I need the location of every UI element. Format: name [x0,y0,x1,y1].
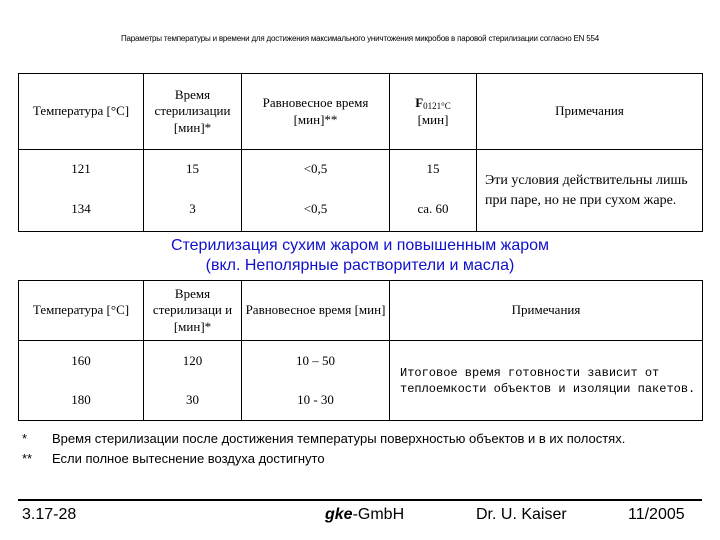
dry-note: Итоговое время готовности зависит от теплоемкости объектов и изоляции пакетов. [390,341,703,421]
header-sterilization-time: Время стерилизации [мин]* [144,74,242,150]
table-header-row [19,74,703,150]
header-equilibrium-time: Равновесное время [мин] [242,281,390,341]
company-italic: gke [325,506,353,523]
cell-temp: 160 [19,341,144,381]
cell-f: ca. 60 [390,188,477,232]
f-symbol: F [415,94,424,110]
cell-equil: 10 - 30 [242,381,390,421]
header-f-value [390,74,477,150]
cell-equil: <0,5 [242,188,390,232]
cell-f: 15 [390,150,477,188]
footer-author: Dr. U. Kaiser [476,506,567,523]
footnote-1 [22,429,712,449]
dry-heat-table [18,280,703,421]
header-notes: Примечания [390,281,703,341]
dry-heat-heading [0,236,720,276]
cell-temp: 121 [19,150,144,188]
company-rest: -GmbH [352,506,405,523]
cell-equil: 10 – 50 [242,341,390,381]
heading-line1: Стерилизация сухим жаром и повышенным жаром [170,237,550,254]
footer-page-number: 3.17-28 [22,506,77,523]
heading-line2: (вкл. Неполярные растворители и масла) [205,257,515,274]
cell-time: 15 [144,150,242,188]
footnote-text: Время стерилизации после достижения температуры поверхностью объектов и в их полостях. [52,431,626,446]
footer-divider [18,499,702,501]
footnote-mark: * [22,431,28,446]
footnote-2 [22,449,712,469]
header-sterilization-time: Время стерилизаци и [мин]* [144,281,242,341]
footnote-text: Если полное вытеснение воздуха достигнуто [52,451,325,466]
header-notes: Примечания [477,74,703,150]
footnotes [22,429,712,469]
cell-time: 30 [144,381,242,421]
footer-date: 11/2005 [628,506,685,523]
page-caption: Параметры температуры и времени для достижения максимального уничтожения микробов в паровой стерилизации согласно EN 554 [120,34,599,43]
header-temperature: Температура [°C] [19,74,144,150]
steam-sterilization-table [18,73,703,232]
cell-temp: 180 [19,381,144,421]
footnote-mark: ** [22,451,33,466]
steam-note: Эти условия действительны лишь при паре, но не при сухом жаре. [477,150,703,232]
header-equilibrium-time: Равновесное время [мин]** [242,74,390,150]
cell-time: 120 [144,341,242,381]
footer-company [325,506,404,524]
cell-temp: 134 [19,188,144,232]
f-unit: [мин] [417,112,449,127]
table-header-row [19,281,703,341]
f-subscript: 0121°C [423,100,451,111]
table-row [19,341,703,381]
table-row [19,150,703,188]
cell-time: 3 [144,188,242,232]
cell-equil: <0,5 [242,150,390,188]
header-temperature: Температура [°C] [19,281,144,341]
